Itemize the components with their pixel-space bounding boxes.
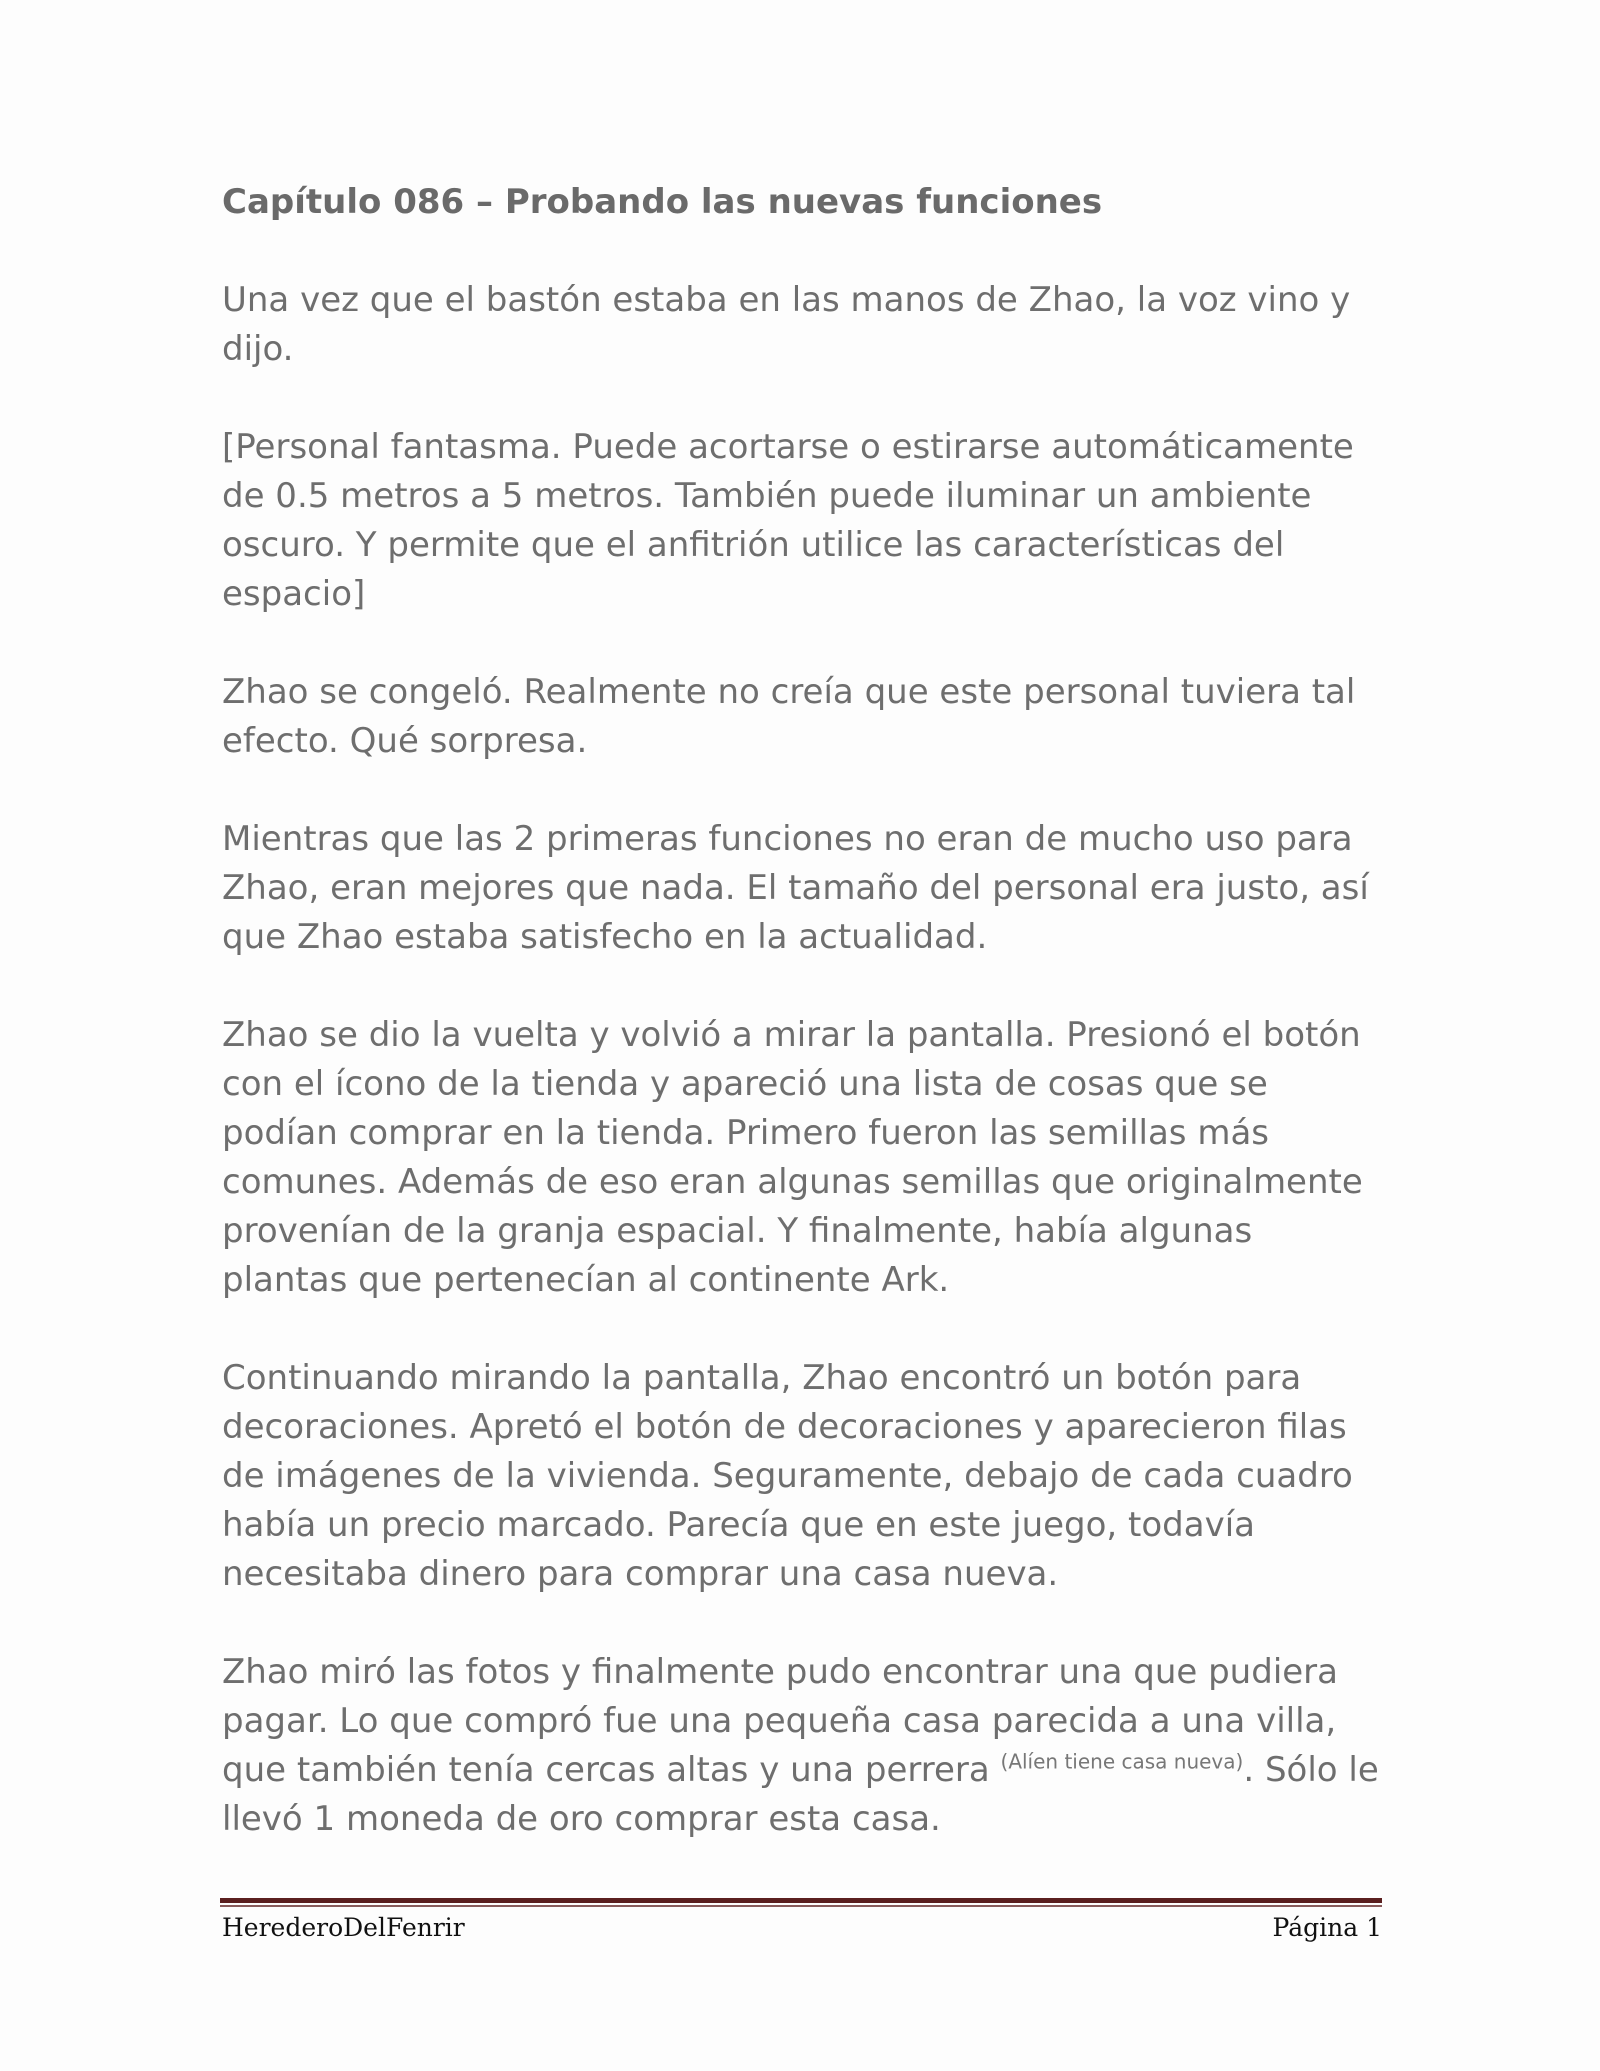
paragraph-4: Mientras que las 2 primeras funciones no eran de mucho uso para Zhao, eran mejores que nada. El tamaño del personal era justo, así que Zhao estaba satisfecho en la actualidad.: [222, 819, 1369, 957]
paragraph-3: Zhao se congeló. Realmente no creía que este personal tuviera tal efecto. Qué sorpresa.: [222, 672, 1356, 761]
page-footer: [222, 1908, 1382, 1948]
paragraph-5: Zhao se dio la vuelta y volvió a mirar la pantalla. Presionó el botón con el ícono de la tienda y apareció una lista de cosas que se podían comprar en la tienda. Primero fueron las semillas más comunes. Además de eso eran algunas semillas que originalmente provenían de la granja espacial. Y finalmente, había algunas plantas que pertenecían al continente Ark.: [222, 1015, 1363, 1300]
footer-author: HerederoDelFenrir: [222, 1913, 465, 1942]
document-body: [222, 178, 1387, 1893]
paragraph-7: [222, 1648, 1387, 1844]
chapter-title: Capítulo 086 – Probando las nuevas funciones: [222, 182, 1103, 222]
paragraph-1: Una vez que el bastón estaba en las manos de Zhao, la voz vino y dijo.: [222, 280, 1351, 369]
footer-divider-thin: [220, 1905, 1382, 1907]
footer-divider-thick: [220, 1898, 1382, 1903]
translator-note: (Alíen tiene casa nueva): [1000, 1749, 1244, 1774]
paragraph-7-text-after-note: . Sólo le llevó 1 moneda de oro comprar esta casa.: [222, 1750, 1379, 1839]
footer-page-number: Página 1: [1272, 1913, 1382, 1942]
paragraph-7-text-before-note: Zhao miró las fotos y finalmente pudo encontrar una que pudiera pagar. Lo que compró fue una pequeña casa parecida a una villa, que también tenía cercas altas y una perrera: [222, 1652, 1338, 1790]
paragraph-2: [Personal fantasma. Puede acortarse o estirarse automáticamente de 0.5 metros a 5 metros. También puede iluminar un ambiente oscuro. Y permite que el anfitrión utilice las características del espacio]: [222, 427, 1354, 614]
paragraph-6: Continuando mirando la pantalla, Zhao encontró un botón para decoraciones. Apretó el botón de decoraciones y aparecieron filas de imágenes de la vivienda. Seguramente, debajo de cada cuadro había un precio marcado. Parecía que en este juego, todavía necesitaba dinero para comprar una casa nueva.: [222, 1358, 1353, 1594]
